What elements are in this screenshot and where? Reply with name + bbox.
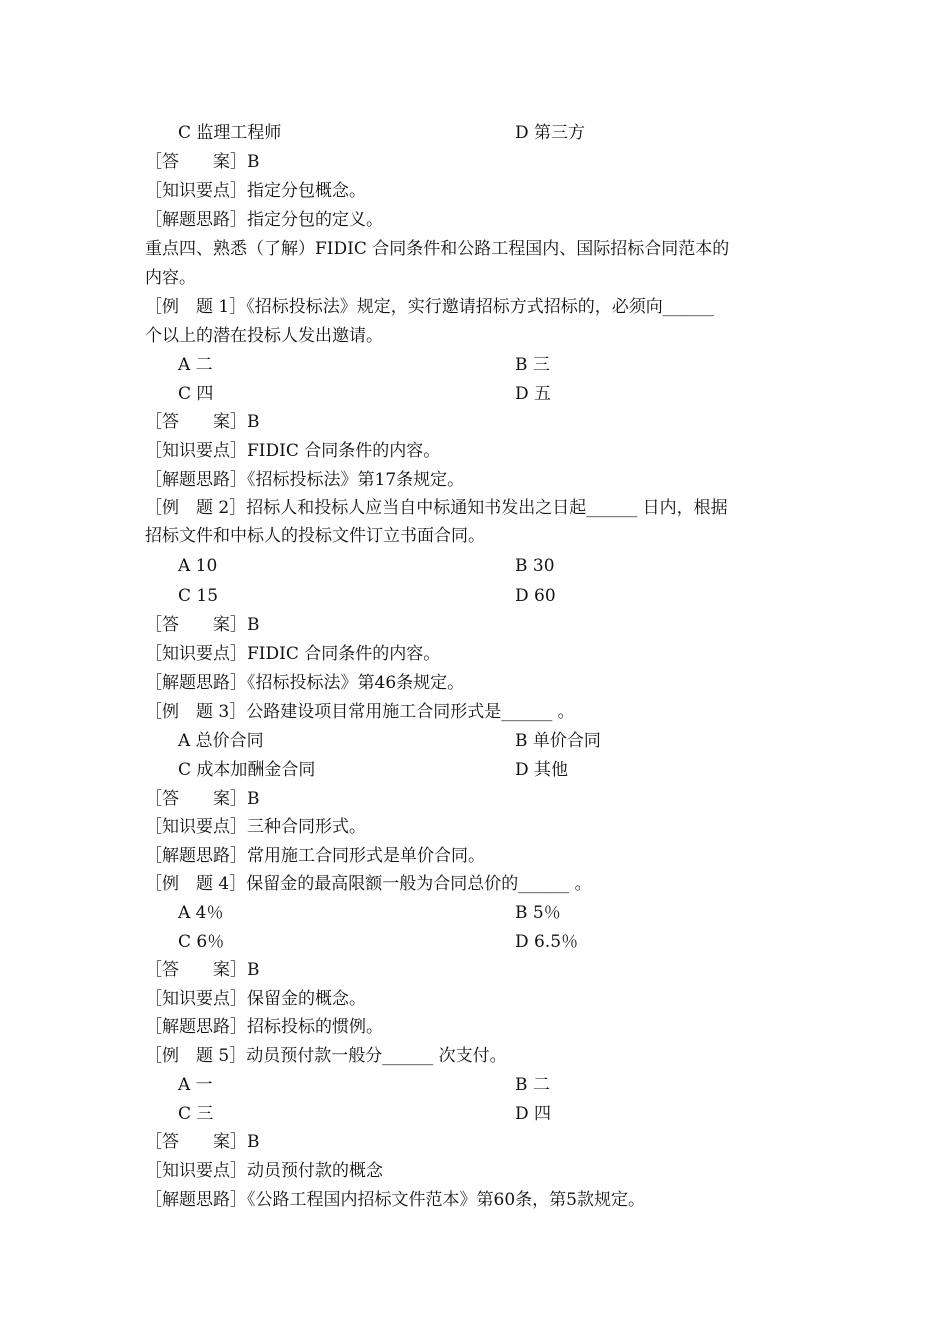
question-1-stem: ［例 题 1］《招标投标法》规定，实行邀请招标方式招标的，必须向______	[145, 297, 714, 317]
question-5-option-b: B 二	[515, 1075, 550, 1095]
question-5-answer: ［答 案］B	[145, 1132, 260, 1152]
question-1-option-b: B 三	[515, 355, 550, 375]
option-d: D 第三方	[515, 123, 586, 143]
question-2-thinking: ［解题思路］《招标投标法》第46条规定。	[145, 673, 465, 693]
question-2-stem-cont: 招标文件和中标人的投标文件订立书面合同。	[145, 526, 485, 546]
question-1-option-a: A 二	[178, 355, 213, 375]
question-1-option-c: C 四	[178, 384, 214, 404]
question-3-option-c: C 成本加酬金合同	[178, 760, 316, 780]
question-5-thinking: ［解题思路］《公路工程国内招标文件范本》第60条，第5款规定。	[145, 1190, 645, 1210]
question-1-knowledge: ［知识要点］FIDIC 合同条件的内容。	[145, 441, 441, 461]
knowledge-point: ［知识要点］指定分包概念。	[145, 181, 366, 201]
question-3-knowledge: ［知识要点］三种合同形式。	[145, 817, 366, 837]
answer-line: ［答 案］B	[145, 152, 260, 172]
question-2-option-c: C 15	[178, 586, 219, 606]
question-3-option-d: D 其他	[515, 760, 569, 780]
question-4-thinking: ［解题思路］招标投标的惯例。	[145, 1017, 383, 1037]
question-1-option-d: D 五	[515, 384, 552, 404]
question-2-knowledge: ［知识要点］FIDIC 合同条件的内容。	[145, 644, 441, 664]
question-5-stem: ［例 题 5］动员预付款一般分______ 次支付。	[145, 1046, 507, 1066]
section-heading-cont: 内容。	[145, 268, 196, 288]
question-4-option-b: B 5％	[515, 903, 561, 923]
question-3-thinking: ［解题思路］常用施工合同形式是单价合同。	[145, 846, 485, 866]
question-4-answer: ［答 案］B	[145, 960, 260, 980]
question-5-option-c: C 三	[178, 1104, 214, 1124]
question-2-answer: ［答 案］B	[145, 615, 260, 635]
question-4-option-d: D 6.5％	[515, 932, 579, 952]
question-2-option-b: B 30	[515, 556, 555, 576]
question-5-knowledge: ［知识要点］动员预付款的概念	[145, 1161, 383, 1181]
question-2-option-a: A 10	[178, 556, 218, 576]
question-1-thinking: ［解题思路］《招标投标法》第17条规定。	[145, 470, 465, 490]
question-5-option-a: A 一	[178, 1075, 213, 1095]
question-4-option-c: C 6％	[178, 932, 225, 952]
option-c: C 监理工程师	[178, 123, 282, 143]
question-3-option-a: A 总价合同	[178, 731, 264, 751]
question-2-option-d: D 60	[515, 586, 556, 606]
section-heading: 重点四、熟悉（了解）FIDIC 合同条件和公路工程国内、国际招标合同范本的	[145, 239, 730, 259]
question-1-stem-cont: 个以上的潜在投标人发出邀请。	[145, 326, 383, 346]
question-3-option-b: B 单价合同	[515, 731, 601, 751]
question-5-option-d: D 四	[515, 1104, 552, 1124]
question-3-answer: ［答 案］B	[145, 789, 260, 809]
question-1-answer: ［答 案］B	[145, 412, 260, 432]
solution-idea: ［解题思路］指定分包的定义。	[145, 210, 383, 230]
question-3-stem: ［例 题 3］公路建设项目常用施工合同形式是______ 。	[145, 702, 575, 722]
question-4-option-a: A 4％	[178, 903, 224, 923]
question-4-stem: ［例 题 4］保留金的最高限额一般为合同总价的______ 。	[145, 874, 592, 894]
question-2-stem: ［例 题 2］招标人和投标人应当自中标通知书发出之日起______ 日内，根据	[145, 498, 728, 518]
question-4-knowledge: ［知识要点］保留金的概念。	[145, 989, 366, 1009]
